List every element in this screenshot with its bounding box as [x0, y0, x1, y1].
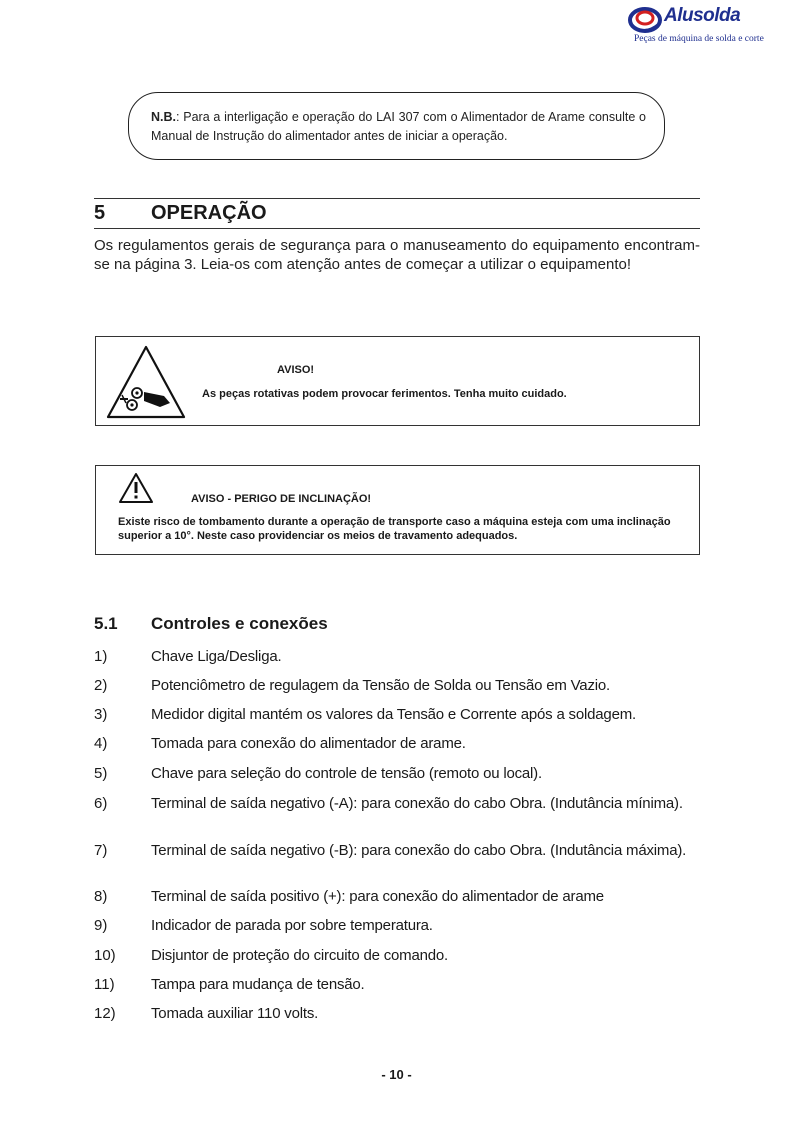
- list-item-number: 12): [94, 1005, 116, 1022]
- note-body: : Para a interligação e operação do LAI 307 com o Alimentador de Arame consulte o Manual de Instrução do alimentador antes de iniciar a operação.: [151, 110, 646, 143]
- list-item-text: Chave Liga/Desliga.: [151, 648, 282, 665]
- warning-title: AVISO!: [277, 364, 315, 376]
- brand-logo: [628, 4, 778, 44]
- list-item-number: 7): [94, 842, 108, 859]
- list-item-text: Tampa para mudança de tensão.: [151, 976, 365, 993]
- list-item-number: 8): [94, 888, 108, 905]
- list-item-text: Medidor digital mantém os valores da Tensão e Corrente após a soldagem.: [151, 706, 636, 723]
- list-item-number: 1): [94, 648, 108, 665]
- section-rule-top: [94, 198, 700, 199]
- list-item-text: Tomada para conexão do alimentador de arame.: [151, 735, 466, 752]
- list-item-number: 10): [94, 947, 116, 964]
- list-item-text: Indicador de parada por sobre temperatura.: [151, 917, 433, 934]
- subsection-number: 5.1: [94, 614, 118, 633]
- rotating-parts-hand-icon: [104, 343, 188, 421]
- section-number: 5: [94, 202, 106, 224]
- warning-box-tilt: [95, 465, 700, 555]
- section-intro: Os regulamentos gerais de segurança para o manuseamento do equipamento encontram- se na página 3. Leia-os com atenção antes de começar a utilizar o equipamento!: [94, 237, 700, 273]
- list-item-number: 2): [94, 677, 108, 694]
- list-item-number: 5): [94, 765, 108, 782]
- list-item-number: 11): [94, 976, 115, 993]
- list-item-text: Tomada auxiliar 110 volts.: [151, 1005, 319, 1022]
- section-rule-bottom: [94, 228, 700, 229]
- list-item-number: 3): [94, 706, 108, 723]
- note-box: [128, 92, 665, 160]
- list-item-text: Terminal de saída positivo (+): para conexão do alimentador de arame: [151, 888, 604, 905]
- exclamation-triangle-icon: [118, 472, 154, 504]
- note-label: N.B.: [151, 110, 176, 124]
- warning-message: As peças rotativas podem provocar ferimentos. Tenha muito cuidado.: [202, 388, 567, 400]
- list-item-number: 9): [94, 917, 108, 934]
- list-item-number: 6): [94, 795, 108, 812]
- warning-box-rotating: [95, 336, 700, 426]
- warning-message: Existe risco de tombamento durante a operação de transporte caso a máquina esteja com uma inclinação superior a 10°. Neste caso providenciar os meios de travamento adequados.: [118, 516, 671, 542]
- list-item-number: 4): [94, 735, 108, 752]
- list-item-text: Disjuntor de proteção do circuito de comando.: [151, 947, 449, 964]
- logo-tagline: Peças de máquina de solda e corte: [634, 34, 764, 44]
- note-text: [151, 108, 646, 146]
- alusolda-logo-icon: [628, 6, 664, 34]
- list-item-text: Potenciômetro de regulagem da Tensão de Solda ou Tensão em Vazio.: [151, 677, 610, 694]
- section-title: OPERAÇÃO: [151, 202, 267, 224]
- list-item-text: Terminal de saída negativo (-B): para conexão do cabo Obra. (Indutância máxima).: [151, 842, 687, 859]
- list-item-text: Chave para seleção do controle de tensão (remoto ou local).: [151, 765, 542, 782]
- logo-name: Alusolda: [664, 5, 741, 26]
- subsection-title: Controles e conexões: [151, 614, 328, 633]
- list-item-text: Terminal de saída negativo (-A): para conexão do cabo Obra. (Indutância mínima).: [151, 795, 683, 812]
- warning-title: AVISO - PERIGO DE INCLINAÇÃO!: [191, 493, 372, 505]
- page-number: - 10 -: [381, 1067, 412, 1082]
